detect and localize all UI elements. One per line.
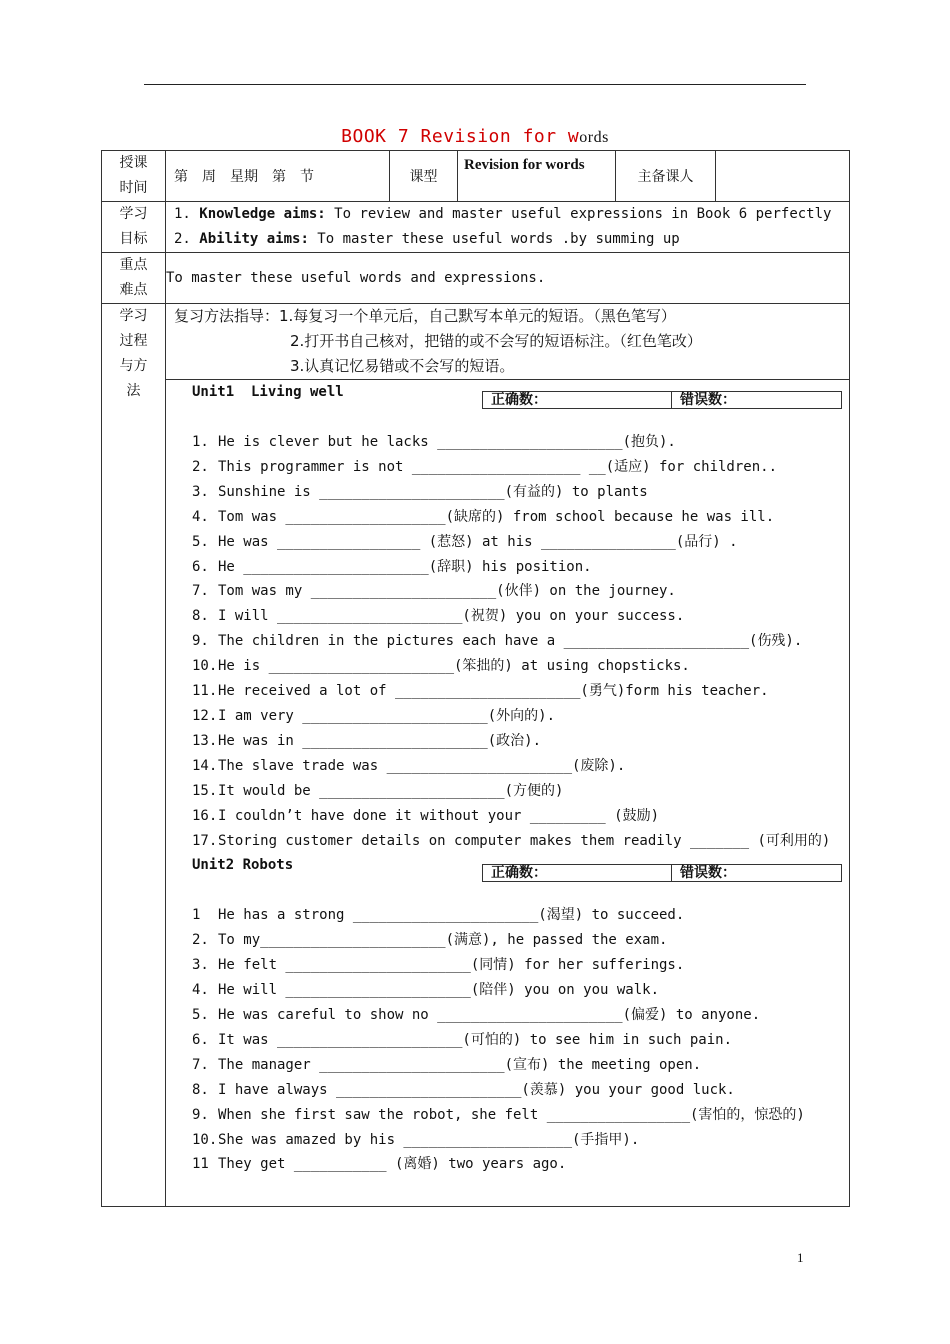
difficulty-label: 重点 难点 <box>102 253 166 304</box>
item-number: 5. <box>192 1007 209 1024</box>
item-number: 15. <box>192 782 218 799</box>
exercise-item <box>192 928 835 953</box>
exercise-item <box>192 505 835 530</box>
exercise-item <box>192 779 835 804</box>
goals-row <box>102 202 850 253</box>
item-number: 10. <box>192 1131 218 1148</box>
item-number: 16. <box>192 807 218 824</box>
exercise-item <box>192 1003 835 1028</box>
item-number: 17. <box>192 832 218 849</box>
exercise-item <box>192 579 835 604</box>
exercise-item <box>192 729 835 754</box>
item-number: 7. <box>192 583 209 600</box>
method-guide <box>166 304 850 380</box>
time-field: 第 周 星期 第 节 <box>166 151 390 202</box>
item-sentence: He will ______________________(陪伴) you on you walk. <box>218 982 660 999</box>
item-number: 3. <box>192 957 209 974</box>
unit2-score-box <box>482 864 842 882</box>
exercise-item <box>192 480 835 505</box>
exercise-item <box>192 1078 835 1103</box>
exercise-item <box>192 704 835 729</box>
item-sentence: I couldn’t have done it without your _________ (鼓励) <box>218 807 660 824</box>
item-sentence: Storing customer details on computer makes them readily _______ (可利用的) <box>218 832 831 849</box>
difficulty-row <box>102 253 850 304</box>
item-number: 10. <box>192 658 218 675</box>
unit1-list <box>166 430 849 853</box>
teacher-label: 主备课人 <box>616 151 716 202</box>
exercise-item <box>192 903 835 928</box>
goals-content <box>166 202 850 253</box>
aim-ability: 2. Ability aims: To master these useful words .by summing up <box>174 231 680 247</box>
exercise-item <box>192 953 835 978</box>
exercise-item <box>192 1028 835 1053</box>
item-sentence: Sunshine is ______________________(有益的) to plants <box>218 483 648 500</box>
exercise-item <box>192 555 835 580</box>
exercise-item <box>192 829 835 854</box>
item-number: 6. <box>192 1031 209 1048</box>
item-number: 3. <box>192 483 209 500</box>
unit2-title: Unit2 Robots <box>192 857 294 874</box>
item-number: 9. <box>192 1106 209 1123</box>
item-sentence: The manager ______________________(宣布) the meeting open. <box>218 1056 702 1073</box>
item-sentence: When she first saw the robot, she felt _________________(害怕的，惊恐的) <box>218 1106 805 1123</box>
unit2-list <box>166 903 849 1177</box>
correct-count-label: 正确数： <box>483 392 672 408</box>
item-sentence: Tom was my ______________________(伙伴) on the journey. <box>218 583 676 600</box>
exercise-item <box>192 629 835 654</box>
item-sentence: He has a strong ______________________(渴望) to succeed. <box>218 907 685 924</box>
unit1-header <box>166 380 849 430</box>
item-sentence: I am very ______________________(外向的). <box>218 707 556 724</box>
item-sentence: He ______________________(辞职) his position. <box>218 558 592 575</box>
item-number: 6. <box>192 558 209 575</box>
item-sentence: It was ______________________(可怕的) to see him in such pain. <box>218 1031 733 1048</box>
wrong-count-label: 错误数： <box>680 865 736 882</box>
exercise-item <box>192 1152 835 1177</box>
item-number: 11 <box>192 1156 209 1173</box>
item-number: 1 <box>192 907 201 924</box>
exercise-row <box>102 380 850 1207</box>
method-line-2: 2.打开书自己核对，把错的或不会写的短语标注。（红色笔改） <box>290 332 702 350</box>
exercise-item <box>192 455 835 480</box>
exercise-item <box>192 604 835 629</box>
item-sentence: Tom was ___________________(缺席的) from school because he was ill. <box>218 508 775 525</box>
item-sentence: The children in the pictures each have a ______________________(伤残). <box>218 633 803 650</box>
wrong-count-label: 错误数： <box>680 392 736 408</box>
exercise-item <box>192 978 835 1003</box>
item-sentence: I have always ______________________(羡慕) you your good luck. <box>218 1081 735 1098</box>
unit2-header <box>166 853 849 903</box>
info-row <box>102 151 850 202</box>
item-number: 8. <box>192 608 209 625</box>
exercise-item <box>192 654 835 679</box>
exercise-item <box>192 754 835 779</box>
item-sentence: He was _________________ (惹怒) at his ________________(品行) . <box>218 533 738 550</box>
exercise-item <box>192 430 835 455</box>
item-number: 4. <box>192 982 209 999</box>
item-number: 2. <box>192 932 209 949</box>
exercise-item <box>192 530 835 555</box>
type-value: Revision for words <box>458 151 616 202</box>
correct-count-label: 正确数： <box>483 865 672 881</box>
item-number: 4. <box>192 508 209 525</box>
unit1-title: Unit1 Living well <box>192 384 344 400</box>
exercise-item <box>192 804 835 829</box>
aim-knowledge: 1. Knowledge aims: To review and master useful expressions in Book 6 perfectly <box>174 206 832 222</box>
goals-label: 学习 目标 <box>102 202 166 253</box>
item-number: 14. <box>192 757 218 774</box>
item-sentence: The slave trade was ______________________(废除). <box>218 757 626 774</box>
item-sentence: It would be ______________________(方便的) <box>218 782 564 799</box>
unit1-score-box <box>482 391 842 409</box>
item-number: 12. <box>192 707 218 724</box>
item-sentence: He is ______________________(笨拙的) at using chopsticks. <box>218 658 690 675</box>
difficulty-text: To master these useful words and expressions. <box>166 253 850 304</box>
item-number: 7. <box>192 1056 209 1073</box>
process-label: 学习 过程 与方 法 <box>102 304 166 1207</box>
item-number: 5. <box>192 533 209 550</box>
title-main: BOOK 7 Revision for w <box>341 126 580 147</box>
item-number: 1. <box>192 434 209 450</box>
item-number: 11. <box>192 683 218 700</box>
item-sentence: She was amazed by his ____________________(手指甲). <box>218 1131 640 1148</box>
item-sentence: This programmer is not ____________________ __(适应) for children.. <box>218 458 778 475</box>
header-rule <box>144 84 806 85</box>
method-line-3: 3.认真记忆易错或不会写的短语。 <box>290 357 515 375</box>
item-sentence: They get ___________ (离婚) two years ago. <box>218 1156 567 1173</box>
item-number: 9. <box>192 633 209 650</box>
page-number: 1 <box>797 1250 804 1265</box>
item-sentence: He was careful to show no ______________________(偏爱) to anyone. <box>218 1007 761 1024</box>
exercise-item <box>192 1103 835 1128</box>
item-sentence: He felt ______________________(同情) for her sufferings. <box>218 957 685 974</box>
item-sentence: To my______________________(满意), he passed the exam. <box>218 932 668 949</box>
item-number: 2. <box>192 458 209 475</box>
method-line-1: 复习方法指导：1.每复习一个单元后，自己默写本单元的短语。（黑色笔写） <box>174 307 676 325</box>
exercise-content <box>166 380 850 1207</box>
item-number: 13. <box>192 732 218 749</box>
item-number: 8. <box>192 1081 209 1098</box>
item-sentence: He received a lot of ______________________(勇气)form his teacher. <box>218 683 769 700</box>
exercise-item <box>192 1053 835 1078</box>
page-title <box>0 126 950 147</box>
exercise-item <box>192 1128 835 1153</box>
item-sentence: I will ______________________(祝贺) you on your success. <box>218 608 685 625</box>
lesson-table <box>101 150 850 1207</box>
title-tail: ords <box>579 129 609 146</box>
method-row <box>102 304 850 380</box>
time-label: 授课 时间 <box>102 151 166 202</box>
item-sentence: He is clever but he lacks ______________________(抱负). <box>218 434 676 450</box>
type-label: 课型 <box>390 151 458 202</box>
item-sentence: He was in ______________________(政治). <box>218 732 542 749</box>
exercise-item <box>192 679 835 704</box>
teacher-value <box>716 151 850 202</box>
